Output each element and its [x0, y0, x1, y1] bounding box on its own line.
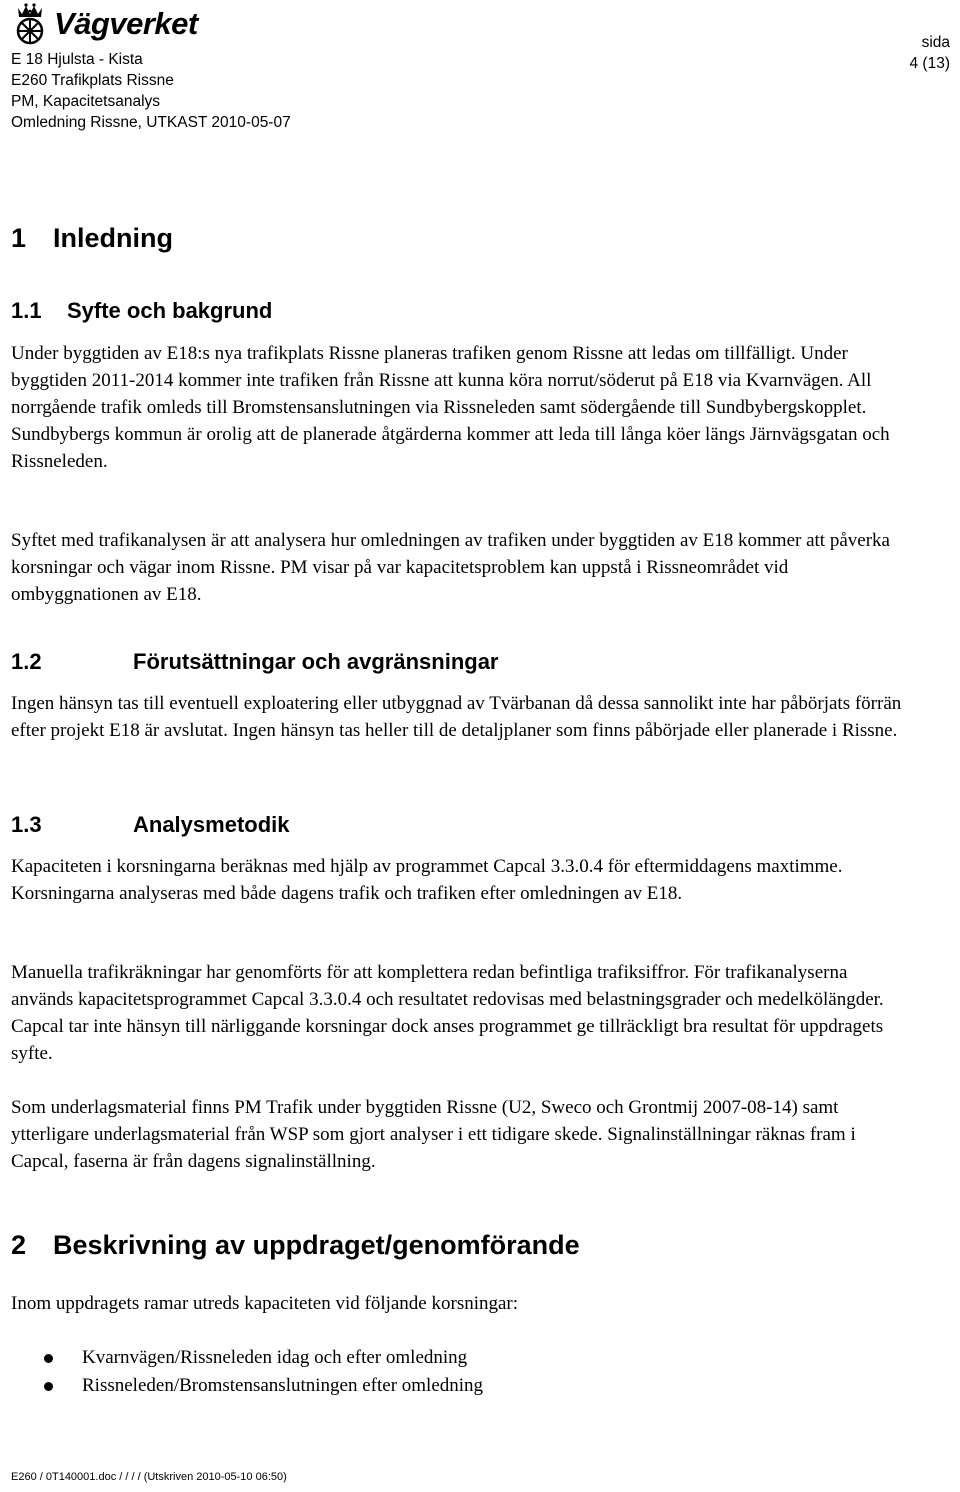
logo-wordmark: Vägverket: [54, 6, 198, 41]
document-footer: E260 / 0T140001.doc / / / / (Utskriven 2010-05-10 06:50): [11, 1471, 287, 1483]
heading-title: Beskrivning av uppdraget/genomförande: [53, 1230, 580, 1260]
intersection-list: [11, 1344, 483, 1400]
crown-emblem-icon: [10, 2, 50, 46]
heading-number: 1.1: [11, 298, 42, 323]
paragraph-method-3: Som underlagsmaterial finns PM Trafik under byggtiden Rissne (U2, Sweco och Grontmij 2007-08-14) samt ytterligare underlagsmaterial från WSP som gjort analyser i ett tidigare skede. Signalinställningar räknas fram i Capcal, faserna är från dagens signalinställning.: [11, 1097, 856, 1172]
header-doctype: PM, Kapacitetsanalys: [11, 93, 161, 110]
paragraph-method-1: Kapaciteten i korsningarna beräknas med hjälp av programmet Capcal 3.3.0.4 för eftermiddagens maxtimme. Korsningarna analyseras med både dagens trafik och trafiken efter omledningen av E18.: [11, 856, 843, 904]
paragraph-method-2: Manuella trafikräkningar har genomförts för att komplettera redan befintliga trafiksiffror. För trafikanalyserna används kapacitetsprogrammet Capcal 3.3.0.4 och resultatet redovisas med belastningsgrader och medelkölängder. Capcal tar inte hänsyn till närliggande korsningar dock anses programmet ge tillräckligt bra resultat för uppdragets syfte.: [11, 962, 884, 1064]
page-label: sida: [921, 34, 950, 51]
heading-number: 1: [11, 223, 27, 253]
bullet-icon: [44, 1382, 53, 1391]
paragraph-background: Under byggtiden av E18:s nya trafikplats Rissne planeras trafiken genom Rissne att ledas om tillfälligt. Under byggtiden 2011-2014 kommer inte trafiken från Rissne att kunna köra norrut/söderut på E18 via Kvarnvägen. All norrgående trafik omleds till Bromstensanslutningen via Rissneleden samt södergående till Sundbybergskopplet. Sundbybergs kommun är orolig att de planerade åtgärderna kommer att leda till långa köer längs Järnvägsgatan och Rissneleden.: [11, 343, 890, 472]
heading-section-1-2: [11, 648, 499, 676]
list-item-text: Kvarnvägen/Rissneleden idag och efter omledning: [82, 1347, 468, 1368]
list-item-text: Rissneleden/Bromstensanslutningen efter omledning: [82, 1375, 484, 1396]
list-item: [11, 1344, 483, 1372]
bullet-icon: [44, 1354, 53, 1363]
paragraph-assumptions: Ingen hänsyn tas till eventuell exploatering eller utbyggnad av Tvärbanan då dessa sannolikt inte har påbörjats förrän efter projekt E18 är avslutat. Ingen hänsyn tas heller till de detaljplaner som finns påbörjade eller planerade i Rissne.: [11, 693, 902, 741]
paragraph-purpose: Syftet med trafikanalysen är att analysera hur omledningen av trafiken under byggtiden av E18 kommer att påverka korsningar och vägar inom Rissne. PM visar på var kapacitetsproblem kan uppstå i Rissneområdet vid ombyggnationen av E18.: [11, 530, 890, 605]
document-header: [11, 49, 291, 133]
header-subproject: E260 Trafikplats Rissne: [11, 72, 174, 89]
heading-title: Inledning: [53, 223, 173, 253]
vagverket-logo: [10, 2, 198, 46]
heading-title: Förutsättningar och avgränsningar: [133, 649, 499, 674]
paragraph-assignment: Inom uppdragets ramar utreds kapaciteten vid följande korsningar:: [11, 1293, 519, 1314]
page-number: 4 (13): [909, 55, 950, 72]
heading-section-1-3: [11, 811, 290, 839]
heading-title: Syfte och bakgrund: [67, 298, 273, 323]
heading-section-1-1: [11, 297, 272, 325]
heading-number: 1.3: [11, 812, 42, 837]
list-item: [11, 1372, 483, 1400]
heading-title: Analysmetodik: [133, 812, 290, 837]
page-indicator: [830, 32, 950, 74]
heading-section-2: [11, 1229, 580, 1261]
heading-section-1: [11, 222, 173, 254]
heading-number: 2: [11, 1230, 27, 1260]
header-version: Omledning Rissne, UTKAST 2010-05-07: [11, 114, 291, 131]
header-project: E 18 Hjulsta - Kista: [11, 51, 143, 68]
heading-number: 1.2: [11, 649, 42, 674]
